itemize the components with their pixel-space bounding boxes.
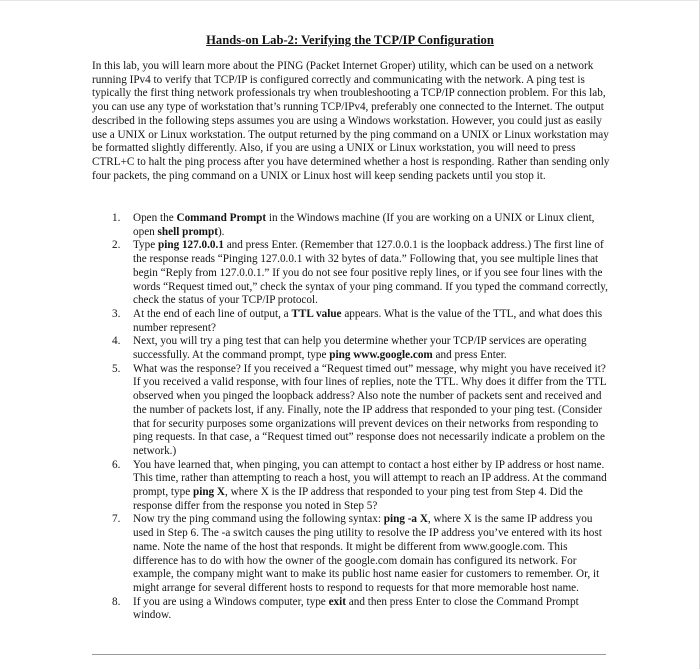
step-segment: , where X is the same IP address you used in Step 6. The -a switch causes the ping utility to resolve the IP address you’ve entered with its host name. Note the name of the host that responds. It might be different from www.google.com. This difference has to do with how the owner of the google.com domain has configured its network. For example, the company might want to make its public host name easier for customers to remember. Or, it might arrange for several different hosts to respond to requests for that more memorable host name. — [133, 513, 602, 594]
step-item — [92, 513, 612, 595]
step-segment: You have learned that, when pinging, you can attempt to contact a host either by IP address or host name. This time, rather than attempting to reach a host, you will attempt to reach an IP address. At the command prompt, type — [133, 458, 607, 499]
step-text — [133, 239, 608, 306]
step-segment: ). — [217, 225, 225, 238]
step-number: 6. — [112, 458, 121, 471]
step-number: 2. — [112, 239, 121, 252]
step-segment: and press Enter. (Remember that 127.0.0.1 is the loopback address.) The first line of the response reads “Pinging 127.0.0.1 with 32 bytes of data.” Following that, you see multiple lines that begin “Reply from 127.0.0.1.” If you do not see four positive reply lines, or if you see four lines with the words “Request timed out,” check the syntax of your ping command. If you typed the command correctly, check the status of your TCP/IP protocol. — [133, 239, 608, 307]
step-item — [92, 212, 612, 239]
step-bold-segment: shell prompt — [157, 225, 218, 238]
step-bold-segment: exit — [328, 595, 346, 608]
step-segment: and press Enter. — [432, 349, 507, 362]
step-text — [133, 596, 579, 622]
step-number: 1. — [112, 212, 121, 224]
step-number: 8. — [112, 595, 121, 608]
step-text — [133, 335, 587, 361]
step-text — [133, 513, 602, 594]
step-text — [133, 212, 594, 238]
top-border — [0, 0, 700, 1]
step-number: 7. — [112, 513, 121, 526]
step-bold-segment: ping X — [192, 486, 226, 499]
step-bold-segment: ping 127.0.0.1 — [158, 239, 224, 252]
step-segment: Next, you will try a ping test that can help you determine whether your TCP/IP services are operating successfully. At the command prompt, type — [133, 335, 587, 362]
step-number: 5. — [112, 362, 121, 375]
step-item — [92, 363, 612, 459]
step-segment: If you are using a Windows computer, type — [133, 595, 329, 608]
step-segment: At the end of each line of output, a — [133, 307, 292, 320]
step-segment: and then press Enter to close the Command Prompt window. — [133, 595, 579, 622]
step-text — [133, 363, 606, 457]
step-segment: Type — [133, 239, 159, 252]
intro-paragraph: In this lab, you will learn more about the PING (Packet Internet Groper) utility, which can be used on a network running IPv4 to verify that TCP/IP is configured correctly and communicating with the network. A ping test is typically the first thing network professionals try when troubleshooting a TCP/IP connection problem. For this lab, you can use any type of workstation that’s running TCP/IPv4, preferably one connected to the Internet. The output described in the following steps assumes you are using a Windows workstation. However, you could just as easily use a UNIX or Linux workstation. The output returned by the ping command on a UNIX or Linux workstation may be formatted slightly differently. Also, if you are using a UNIX or Linux workstation, you will need to press CTRL+C to halt the ping process after you have determined whether a host is responding. Rather than sending only four packets, the ping command on a UNIX or Linux host will keep sending packets until you stop it. — [92, 60, 610, 182]
step-item — [92, 335, 612, 362]
step-item — [92, 239, 612, 308]
step-segment: , where X is the IP address that responded to your ping test from Step 4. Did the response differ from the response you noted in Step 5? — [133, 486, 583, 512]
step-number: 4. — [112, 335, 121, 348]
page-title: Hands-on Lab-2: Verifying the TCP/IP Configuration — [206, 33, 494, 47]
step-item — [92, 308, 612, 335]
step-segment: Now try the ping command using the following syntax: — [133, 513, 384, 526]
step-segment: in the Windows machine (If you are working on a UNIX or Linux client, open — [133, 212, 595, 238]
step-bold-segment: ping -a X — [383, 513, 428, 526]
step-bold-segment: ping www.google.com — [329, 349, 433, 362]
step-bold-segment: TTL value — [291, 307, 342, 320]
step-segment: What was the response? If you received a “Request timed out” message, why might you have received it? If you received a valid response, with four lines of replies, note the TTL. Why does it differ from the TTL observed when you pinged the loopback address? Also note the number of packets sent and received and the number of packets lost, if any. Finally, note the IP address that responded to your ping test. (Consider that for security purposes some organizations will prevent devices on their networks from responding to ping requests. In that case, a “Request timed out” response does not necessarily indicate a problem on the network.) — [133, 362, 607, 457]
step-item — [92, 459, 612, 514]
step-item — [92, 596, 612, 623]
step-text — [133, 308, 602, 334]
step-segment: appears. What is the value of the TTL, and what does this number represent? — [133, 307, 603, 334]
step-bold-segment: Command Prompt — [176, 212, 267, 224]
step-segment: Open the — [133, 212, 177, 224]
bottom-divider — [92, 654, 606, 655]
step-number: 3. — [112, 307, 121, 320]
step-text — [133, 459, 607, 512]
steps-list — [92, 212, 612, 623]
